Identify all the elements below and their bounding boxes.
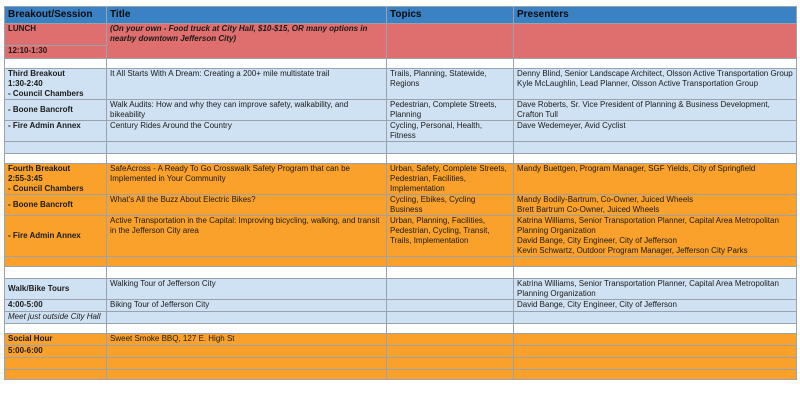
fourth-breakout-label: Fourth Breakout <box>8 164 71 173</box>
room-label: - Council Chambers <box>8 89 84 98</box>
table-row <box>5 312 797 324</box>
session-topics <box>387 300 514 312</box>
session-presenters: Dave Roberts, Sr. Vice President of Planning & Business Development, Crafton Tull <box>514 100 797 121</box>
presenter: Kevin Schwartz, Outdoor Program Manager, Jefferson City Parks <box>517 246 748 255</box>
table-row <box>5 334 797 346</box>
table-row <box>5 195 797 216</box>
room-label: - Fire Admin Annex <box>5 216 107 257</box>
lunch-topics <box>387 24 514 59</box>
spacer-row <box>5 324 797 334</box>
session-title: Biking Tour of Jefferson City <box>107 300 387 312</box>
session-presenters: Mandy Buettgen, Program Manager, SGF Yields, City of Springfield <box>514 164 797 195</box>
table-row <box>5 216 797 257</box>
session-presenters: David Bange, City Engineer, City of Jefferson <box>514 300 797 312</box>
spacer-row <box>5 267 797 279</box>
presenter: Katrina Williams, Senior Transportation Planner, Capital Area Metropolitan Planning Organization <box>517 216 779 235</box>
header-title[interactable]: Title <box>107 7 387 24</box>
tours-note: Meet just outside City Hall <box>5 312 107 324</box>
table-row <box>5 69 797 100</box>
presenter: Brett Bartrum Co-Owner, Juiced Wheels <box>517 205 660 214</box>
header-topics[interactable]: Topics <box>387 7 514 24</box>
spacer-row <box>5 370 797 380</box>
lunch-time: 12:10-1:30 <box>5 46 107 59</box>
room-label: - Boone Bancroft <box>5 100 107 121</box>
table-row <box>5 346 797 358</box>
lunch-presenters <box>514 24 797 59</box>
fourth-breakout-cell <box>5 164 107 195</box>
session-topics: Cycling, Personal, Health, Fitness <box>387 121 514 142</box>
table-row <box>5 300 797 312</box>
room-label: - Boone Bancroft <box>5 195 107 216</box>
session-topics: Pedestrian, Complete Streets, Planning <box>387 100 514 121</box>
third-breakout-label: Third Breakout <box>8 69 65 78</box>
spacer-row <box>5 358 797 370</box>
lunch-title: (On your own - Food truck at City Hall, $10-$15, OR many options in nearby downtown Jefferson City) <box>107 24 387 59</box>
third-breakout-time: 1:30-2:40 <box>8 79 43 88</box>
session-presenters <box>514 195 797 216</box>
tours-time: 4:00-5:00 <box>5 300 107 312</box>
session-topics: Cycling, Ebikes, Cycling Business <box>387 195 514 216</box>
table-row <box>5 121 797 142</box>
header-row <box>5 7 797 24</box>
session-presenters <box>514 216 797 257</box>
session-title: Walk Audits: How and why they can improve safety, walkability, and bikeability <box>107 100 387 121</box>
spacer-row <box>5 257 797 267</box>
session-title: Sweet Smoke BBQ, 127 E. High St <box>107 334 387 346</box>
presenter: Kyle McLaughlin, Lead Planner, Olsson Active Transportation Group <box>517 79 759 88</box>
table-row <box>5 100 797 121</box>
lunch-row <box>5 24 797 46</box>
session-topics: Urban, Safety, Complete Streets, Pedestrian, Facilities, Implementation <box>387 164 514 195</box>
presenter: Mandy Bodily-Bartrum, Co-Owner, Juiced Wheels <box>517 195 694 204</box>
lunch-label: LUNCH <box>5 24 107 46</box>
session-topics <box>387 279 514 300</box>
presenter: Denny Blind, Senior Landscape Architect, Olsson Active Transportation Group <box>517 69 793 78</box>
session-title: Active Transportation in the Capital: Improving bicycling, walking, and transit in the Jefferson City area <box>107 216 387 257</box>
header-session[interactable]: Breakout/Session <box>5 7 107 24</box>
session-title: Walking Tour of Jefferson City <box>107 279 387 300</box>
session-title: What's All the Buzz About Electric Bikes? <box>107 195 387 216</box>
session-title: It All Starts With A Dream: Creating a 200+ mile multistate trail <box>107 69 387 100</box>
room-label: - Fire Admin Annex <box>5 121 107 142</box>
session-title: Century Rides Around the Country <box>107 121 387 142</box>
social-label: Social Hour <box>5 334 107 346</box>
session-presenters: Dave Wedemeyer, Avid Cyclist <box>514 121 797 142</box>
header-presenters[interactable]: Presenters <box>514 7 797 24</box>
tours-label: Walk/Bike Tours <box>5 279 107 300</box>
table-row <box>5 164 797 195</box>
spacer-row <box>5 59 797 69</box>
session-topics: Trails, Planning, Statewide, Regions <box>387 69 514 100</box>
schedule-table <box>4 6 797 380</box>
presenter: David Bange, City Engineer, City of Jefferson <box>517 236 677 245</box>
session-topics: Urban, Planning, Facilities, Pedestrian, Cycling, Transit, Trails, Implementation <box>387 216 514 257</box>
social-time: 5:00-6:00 <box>5 346 107 358</box>
session-title: SafeAcross - A Ready To Go Crosswalk Safety Program that can be Implemented in Your Community <box>107 164 387 195</box>
room-label: - Council Chambers <box>8 184 84 193</box>
session-presenters <box>514 69 797 100</box>
fourth-breakout-time: 2:55-3:45 <box>8 174 43 183</box>
session-presenters: Katrina Williams, Senior Transportation Planner, Capital Area Metropolitan Planning Organization <box>514 279 797 300</box>
third-breakout-cell <box>5 69 107 100</box>
table-row <box>5 279 797 300</box>
spacer-row <box>5 154 797 164</box>
spacer-row <box>5 142 797 154</box>
